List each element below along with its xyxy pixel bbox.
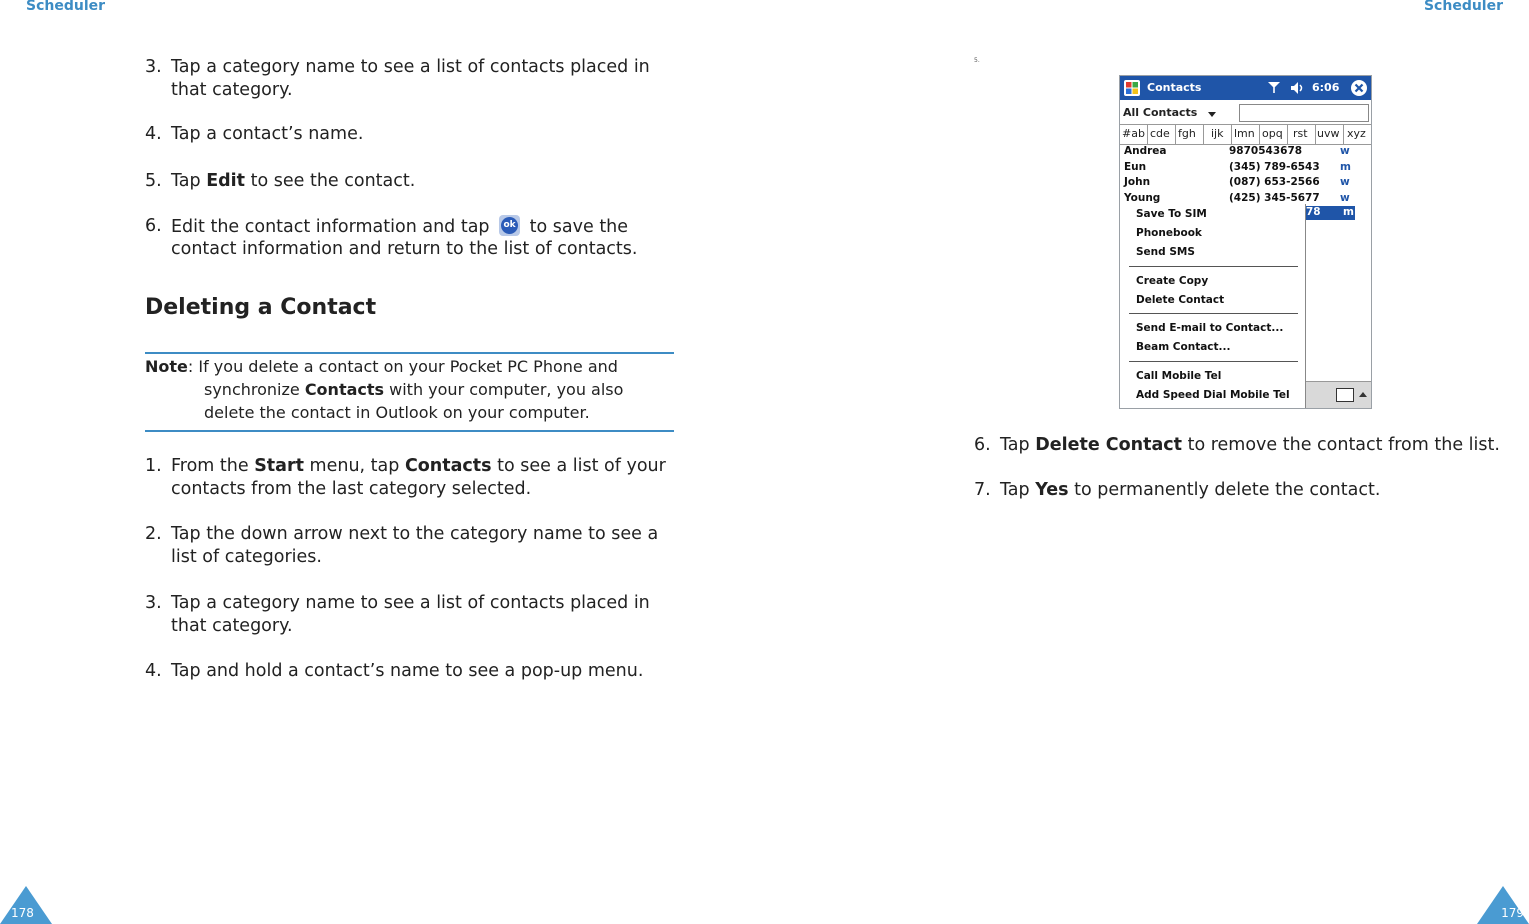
note-text: synchronize — [204, 380, 305, 399]
step-text: Tap a category name to see a list of contacts placed in — [171, 57, 650, 77]
menu-item-beam-contact[interactable]: Beam Contact... — [1136, 341, 1231, 353]
ok-icon-label: ok — [501, 217, 518, 234]
menu-item-create-copy[interactable]: Create Copy — [1136, 275, 1209, 287]
note-line-1 — [145, 355, 618, 378]
step-5-top — [145, 170, 685, 193]
contact-type: m — [1340, 161, 1351, 173]
step-number: 3. — [145, 593, 162, 613]
step-3-top — [145, 56, 685, 102]
step-7-right — [974, 479, 1519, 502]
menu-divider — [1129, 313, 1298, 314]
tab-divider — [1315, 125, 1316, 144]
menu-item-send-email[interactable]: Send E-mail to Contact... — [1136, 322, 1284, 334]
menu-item-add-speed-dial[interactable]: Add Speed Dial Mobile Tel — [1136, 389, 1290, 401]
running-header-left: Scheduler — [26, 0, 106, 14]
input-panel-bar — [1306, 381, 1371, 409]
chevron-up-icon[interactable] — [1359, 392, 1367, 397]
page-number-left — [0, 884, 52, 924]
step-text — [171, 170, 415, 193]
step-number: 4. — [145, 661, 162, 681]
step-number: 6. — [145, 216, 162, 236]
tab-cde[interactable]: cde — [1150, 127, 1170, 140]
step-text-pre: Tap — [1000, 435, 1036, 455]
step-text: list of categories. — [171, 547, 322, 567]
find-input[interactable] — [1239, 104, 1369, 122]
menu-item-delete-contact[interactable]: Delete Contact — [1136, 294, 1225, 306]
step-text: that category. — [171, 80, 293, 100]
page-number-right — [1477, 884, 1529, 924]
contacts-screenshot — [1119, 75, 1372, 409]
step-text-post: to see a list of your — [491, 456, 666, 476]
contact-type: w — [1340, 145, 1350, 157]
speaker-icon[interactable] — [1290, 81, 1306, 95]
category-row — [1120, 101, 1371, 125]
step-number: 7. — [974, 480, 991, 500]
step-number: 3. — [145, 57, 162, 77]
tab-divider — [1175, 125, 1176, 144]
contact-name: Young — [1124, 192, 1161, 204]
category-selector[interactable]: All Contacts — [1123, 106, 1198, 119]
menu-item-save-to-sim[interactable]: Save To SIM — [1136, 208, 1207, 220]
contact-row[interactable] — [1120, 176, 1371, 191]
signal-icon[interactable] — [1268, 81, 1280, 93]
step-text: that category. — [171, 616, 293, 636]
contacts-keyword: Contacts — [304, 380, 385, 399]
menu-divider — [1129, 266, 1298, 267]
step-text: Tap a category name to see a list of contacts placed in — [171, 593, 650, 613]
contact-phone: (425) 345-5677 — [1229, 192, 1320, 204]
step-text: Tap the down arrow next to the category name to see a — [171, 524, 659, 544]
contact-row[interactable] — [1120, 145, 1371, 160]
step-text — [171, 455, 666, 478]
contact-name: Andrea — [1124, 145, 1167, 157]
selected-contact-row[interactable] — [1305, 206, 1355, 220]
contact-phone: 9870543678 — [1229, 145, 1303, 157]
step-text — [1000, 479, 1380, 502]
title-bar — [1120, 76, 1371, 100]
tab-opq[interactable]: opq — [1262, 127, 1283, 140]
page-number-text: 178 — [11, 906, 34, 920]
tab-fgh[interactable]: fgh — [1178, 127, 1196, 140]
alphabet-tabs — [1120, 124, 1371, 145]
tab-uvw[interactable]: uvw — [1317, 127, 1340, 140]
windows-start-icon[interactable] — [1123, 79, 1141, 97]
menu-item-call-mobile[interactable]: Call Mobile Tel — [1136, 370, 1222, 382]
selected-type: m — [1343, 206, 1354, 218]
tab-divider — [1259, 125, 1260, 144]
step-number: 1. — [145, 456, 162, 476]
note-line-3: delete the contact in Outlook on your computer. — [204, 403, 590, 422]
step-number: 4. — [145, 124, 162, 144]
step-5-label: 5. — [974, 57, 980, 64]
step-text-mid: menu, tap — [303, 456, 405, 476]
page-number-text: 179 — [1501, 906, 1524, 920]
tab-ab[interactable]: #ab — [1122, 127, 1145, 140]
menu-divider — [1129, 361, 1298, 362]
menu-item-send-sms[interactable]: Send SMS — [1136, 246, 1195, 258]
keyboard-icon[interactable] — [1336, 388, 1354, 402]
step-4-top — [145, 123, 685, 146]
chevron-down-icon[interactable] — [1208, 112, 1216, 117]
tab-divider — [1343, 125, 1344, 144]
step-text-post: to remove the contact from the list. — [1182, 435, 1500, 455]
step-text — [171, 215, 628, 239]
start-keyword: Start — [254, 456, 304, 476]
step-text-pre: Edit the contact information and tap — [171, 217, 496, 237]
running-header-right: Scheduler — [1423, 0, 1503, 14]
tab-xyz[interactable]: xyz — [1347, 127, 1366, 140]
step-number: 5. — [145, 171, 162, 191]
close-icon[interactable] — [1350, 79, 1368, 97]
ok-icon — [499, 215, 520, 236]
edit-keyword: Edit — [206, 171, 246, 191]
tab-divider — [1287, 125, 1288, 144]
step-number: 6. — [974, 435, 991, 455]
step-text: Tap a contact’s name. — [171, 124, 364, 144]
tab-ijk[interactable]: ijk — [1211, 127, 1224, 140]
note-text: with your computer, you also — [384, 380, 624, 399]
step-1 — [145, 455, 685, 501]
menu-item-phonebook[interactable]: Phonebook — [1136, 227, 1202, 239]
step-text: Tap and hold a contact’s name to see a pop-up menu. — [171, 661, 644, 681]
note-label: Note — [145, 357, 188, 376]
tab-rst[interactable]: rst — [1293, 127, 1308, 140]
note-line-2 — [204, 378, 623, 401]
step-text-pre: Tap — [171, 171, 207, 191]
step-6-right — [974, 434, 1519, 457]
step-number: 2. — [145, 524, 162, 544]
note-text: : If you delete a contact on your Pocket PC Phone and — [187, 357, 618, 376]
contact-type: w — [1340, 192, 1350, 204]
step-4 — [145, 660, 685, 683]
step-text-pre: From the — [171, 456, 255, 476]
contact-name: John — [1124, 176, 1151, 188]
tab-divider — [1231, 125, 1232, 144]
contact-name: Eun — [1124, 161, 1147, 173]
selected-phone-tail: 78 — [1306, 206, 1321, 218]
app-title: Contacts — [1147, 81, 1202, 94]
step-text — [1000, 434, 1500, 457]
popup-menu — [1125, 204, 1306, 408]
contacts-keyword: Contacts — [404, 456, 492, 476]
contact-phone: (345) 789-6543 — [1229, 161, 1320, 173]
tab-lmn[interactable]: lmn — [1234, 127, 1255, 140]
tab-divider — [1203, 125, 1204, 144]
contact-phone: (087) 653-2566 — [1229, 176, 1320, 188]
note-bottom-rule — [145, 430, 674, 432]
contact-row[interactable] — [1120, 161, 1371, 176]
step-text: contacts from the last category selected. — [171, 479, 532, 499]
note-top-rule — [145, 352, 674, 354]
step-text-post: to see the contact. — [245, 171, 416, 191]
note-block — [145, 355, 674, 425]
step-text-post: to permanently delete the contact. — [1068, 480, 1381, 500]
step-6-top — [145, 215, 685, 261]
tab-divider — [1147, 125, 1148, 144]
step-text-post: to save the — [524, 217, 629, 237]
step-3 — [145, 592, 685, 638]
clock-time[interactable]: 6:06 — [1312, 81, 1340, 94]
step-text-pre: Tap — [1000, 480, 1036, 500]
delete-contact-keyword: Delete Contact — [1035, 435, 1183, 455]
section-heading: Deleting a Contact — [145, 295, 377, 320]
step-2 — [145, 523, 685, 569]
contact-type: w — [1340, 176, 1350, 188]
yes-keyword: Yes — [1035, 480, 1069, 500]
step-text: contact information and return to the list of contacts. — [171, 239, 638, 259]
